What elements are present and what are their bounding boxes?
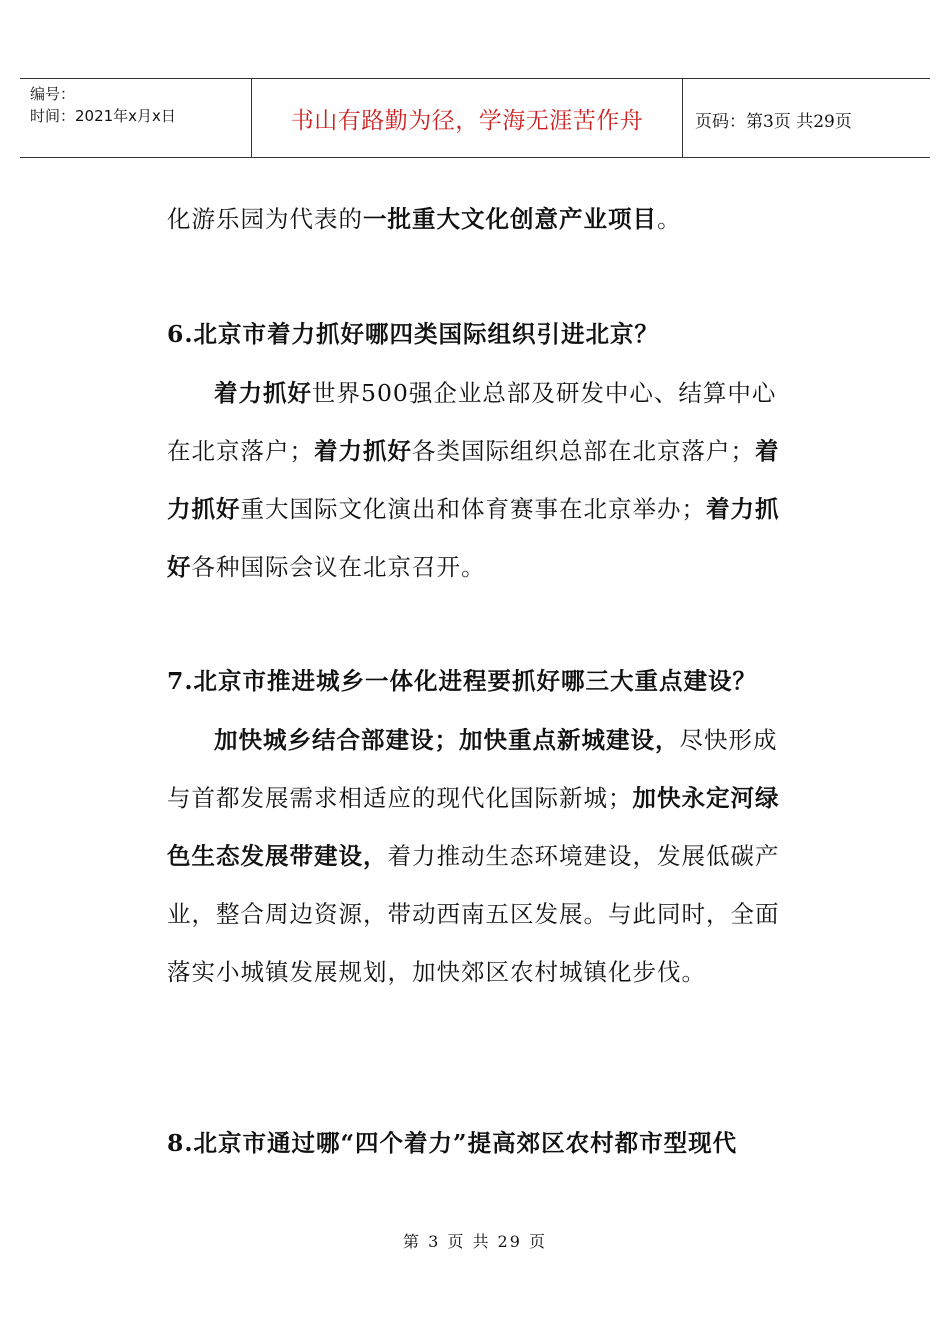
bold-run: 加快城乡结合部建设；加快重点新城建设， — [214, 726, 680, 754]
text-run: 各类国际组织总部在北京落户； — [412, 437, 755, 465]
bold-run: 着力抓好 — [214, 379, 312, 407]
question-8-heading: 8.北京市通过哪“四个着力”提高郊区农村都市型现代 — [167, 1129, 738, 1157]
text-run: 着力推动生态环境建设，发展低碳产业，整合周边资源，带动西南五区发展。与此同时，全面落实小城镇发展规划，加快郊区农村城镇化步伐。 — [167, 842, 780, 986]
bold-run: 着力抓好 — [167, 437, 780, 523]
header-meta-cell — [20, 79, 252, 157]
text-run: 尽快形成与首都发展需求相适应的现代化国际新城； — [167, 726, 778, 812]
bold-run: 着力抓好 — [167, 495, 780, 581]
document-number-label: 编号： — [30, 85, 76, 103]
text-run: 。 — [657, 205, 682, 233]
document-header — [20, 78, 930, 158]
text-run: 化游乐园为代表的 — [167, 205, 363, 233]
bold-run: 着力抓好 — [314, 437, 412, 465]
text-run: 各种国际会议在北京召开。 — [191, 553, 486, 581]
header-page-info: 页码：第3页 共29页 — [695, 112, 852, 132]
text-run: 世界500强企业总部及研发中心、结算中心在北京落户； — [167, 379, 777, 465]
question-7-heading: 7.北京市推进城乡一体化进程要抓好哪三大重点建设？ — [167, 667, 758, 695]
answer-6-paragraph — [167, 364, 787, 596]
bold-run: 加快永定河绿色生态发展带建设， — [167, 784, 780, 870]
paragraph-continuation — [167, 190, 787, 248]
page-footer: 第 3 页 共 29 页 — [403, 1232, 547, 1251]
header-motto-cell — [252, 79, 683, 157]
answer-7-paragraph — [167, 711, 787, 1001]
header-page-cell — [683, 79, 930, 157]
bold-run: 一批重大文化创意产业项目 — [363, 205, 657, 233]
text-run: 重大国际文化演出和体育赛事在北京举办； — [240, 495, 706, 523]
question-6-heading: 6.北京市着力抓好哪四类国际组织引进北京？ — [167, 320, 660, 348]
header-motto: 书山有路勤为径，学海无涯苦作舟 — [290, 108, 644, 134]
document-time-label: 时间：2021年x月x日 — [30, 107, 176, 125]
